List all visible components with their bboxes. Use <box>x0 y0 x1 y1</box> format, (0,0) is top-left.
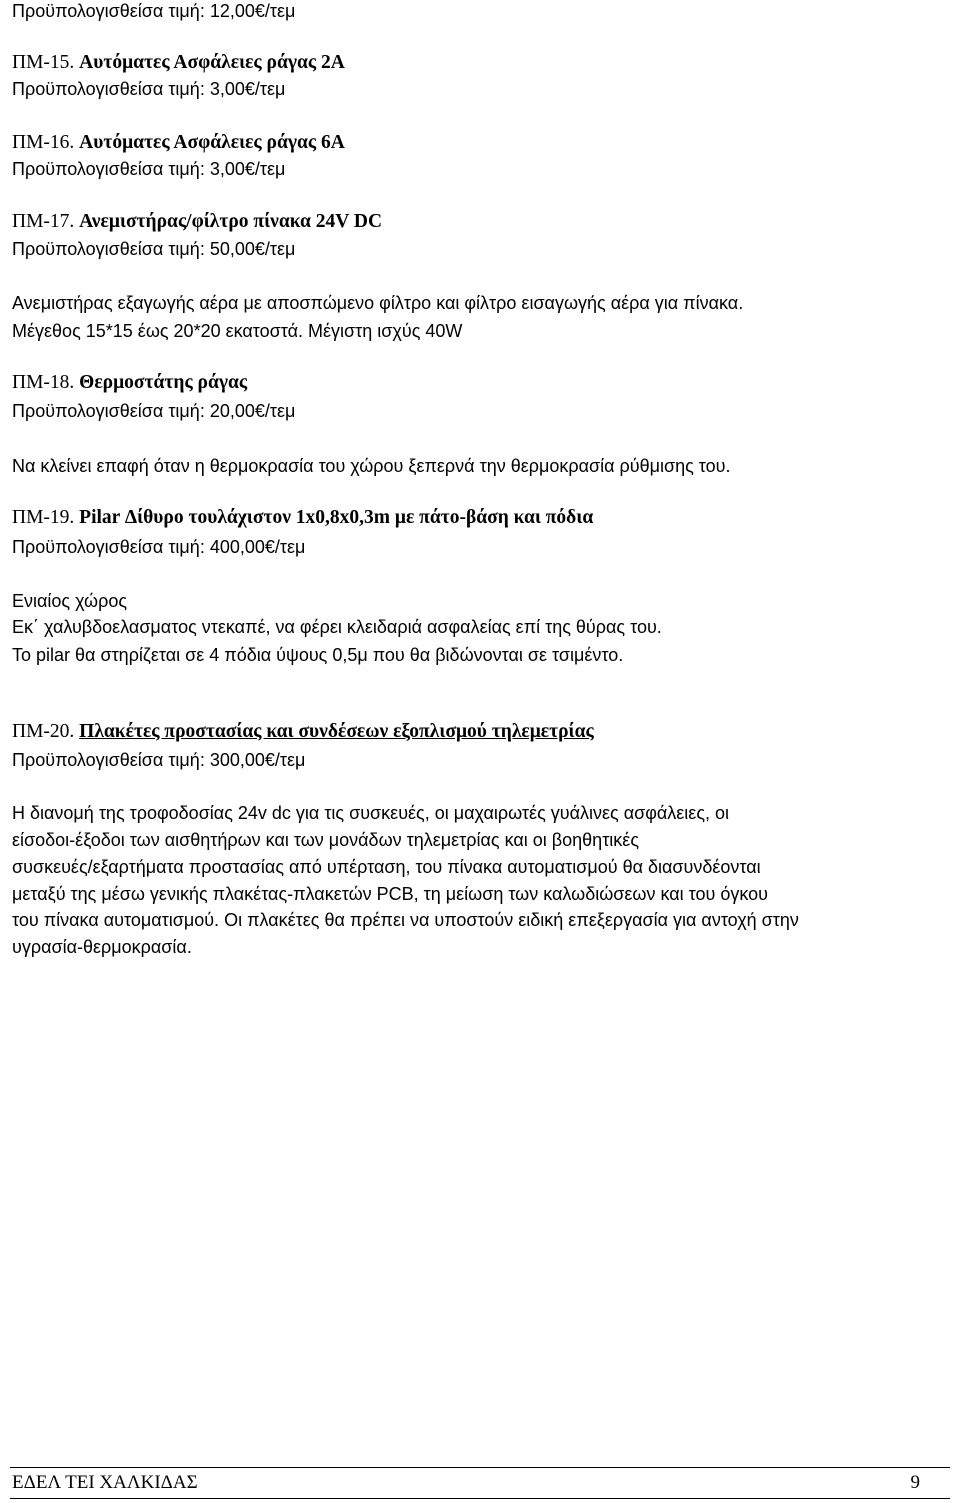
item-heading <box>12 505 593 531</box>
item-code: ΠΜ-20. <box>12 721 75 742</box>
item-heading <box>12 130 345 156</box>
item-title: Θερμοστάτης ράγας <box>79 372 248 393</box>
item-heading <box>12 370 247 396</box>
footer-institution: ΕΔΕΛ ΤΕΙ ΧΑΛΚΙΔΑΣ <box>12 1472 198 1493</box>
description-line: Ανεμιστήρας εξαγωγής αέρα με αποσπώμενο φίλτρο και φίλτρο εισαγωγής αέρα για πίνακα. <box>12 293 744 313</box>
page-number: 9 <box>910 1472 920 1493</box>
item-title: Ανεμιστήρας/φίλτρο πίνακα 24V DC <box>79 211 383 232</box>
item-title: Αυτόματες Ασφάλειες ράγας 2Α <box>79 52 345 73</box>
price-line: Προϋπολογισθείσα τιμή: 300,00€/τεμ <box>12 750 306 770</box>
price-line: Προϋπολογισθείσα τιμή: 50,00€/τεμ <box>12 239 296 259</box>
item-heading <box>12 719 594 745</box>
item-code: ΠΜ-17. <box>12 211 75 232</box>
description-line: Μέγεθος 15*15 έως 20*20 εκατοστά. Μέγιστη ισχύς 40W <box>12 321 463 341</box>
item-code: ΠΜ-15. <box>12 52 75 73</box>
description-line: συσκευές/εξαρτήματα προστασίας από υπέρταση, του πίνακα αυτοματισμού θα διασυνδέονται <box>12 857 761 877</box>
description-line: του πίνακα αυτοματισμού. Οι πλακέτες θα πρέπει να υποστούν ειδική επεξεργασία για αντοχή στην <box>12 910 799 930</box>
description-line: Εκ΄ χαλυβδοελασματος ντεκαπέ, να φέρει κλειδαριά ασφαλείας επί της θύρας του. <box>12 617 662 637</box>
price-line: Προϋπολογισθείσα τιμή: 3,00€/τεμ <box>12 159 286 179</box>
description-line: Να κλείνει επαφή όταν η θερμοκρασία του χώρου ξεπερνά την θερμοκρασία ρύθμισης του. <box>12 456 731 476</box>
item-code: ΠΜ-18. <box>12 372 75 393</box>
price-line: Προϋπολογισθείσα τιμή: 400,00€/τεμ <box>12 537 306 557</box>
item-title: Πλακέτες προστασίας και συνδέσεων εξοπλισμού τηλεμετρίας <box>79 721 594 742</box>
description-line: είσοδοι-έξοδοι των αισθητήρων και των μονάδων τηλεμετρίας και οι βοηθητικές <box>12 830 640 850</box>
price-line: Προϋπολογισθείσα τιμή: 3,00€/τεμ <box>12 79 286 99</box>
page-footer <box>10 1467 950 1499</box>
item-code: ΠΜ-16. <box>12 132 75 153</box>
description-line: Το pilar θα στηρίζεται σε 4 πόδια ύψους 0,5μ που θα βιδώνονται σε τσιμέντο. <box>12 645 624 665</box>
item-title: Αυτόματες Ασφάλειες ράγας 6Α <box>79 132 345 153</box>
item-heading <box>12 209 382 235</box>
description-line: υγρασία-θερμοκρασία. <box>12 937 192 957</box>
item-code: ΠΜ-19. <box>12 507 75 528</box>
price-line: Προϋπολογισθείσα τιμή: 20,00€/τεμ <box>12 401 296 421</box>
description-line: Ενιαίος χώρος <box>12 591 128 611</box>
description-line: μεταξύ της μέσω γενικής πλακέτας-πλακετών PCB, τη μείωση των καλωδιώσεων και του όγκου <box>12 884 769 904</box>
item-title: Pilar Δίθυρο τουλάχιστον 1x0,8x0,3m με πάτο-βάση και πόδια <box>79 507 594 528</box>
description-line: Η διανομή της τροφοδοσίας 24v dc για τις συσκευές, οι μαχαιρωτές γυάλινες ασφάλειες, οι <box>12 803 730 823</box>
price-line: Προϋπολογισθείσα τιμή: 12,00€/τεμ <box>12 1 296 21</box>
item-heading <box>12 50 345 76</box>
